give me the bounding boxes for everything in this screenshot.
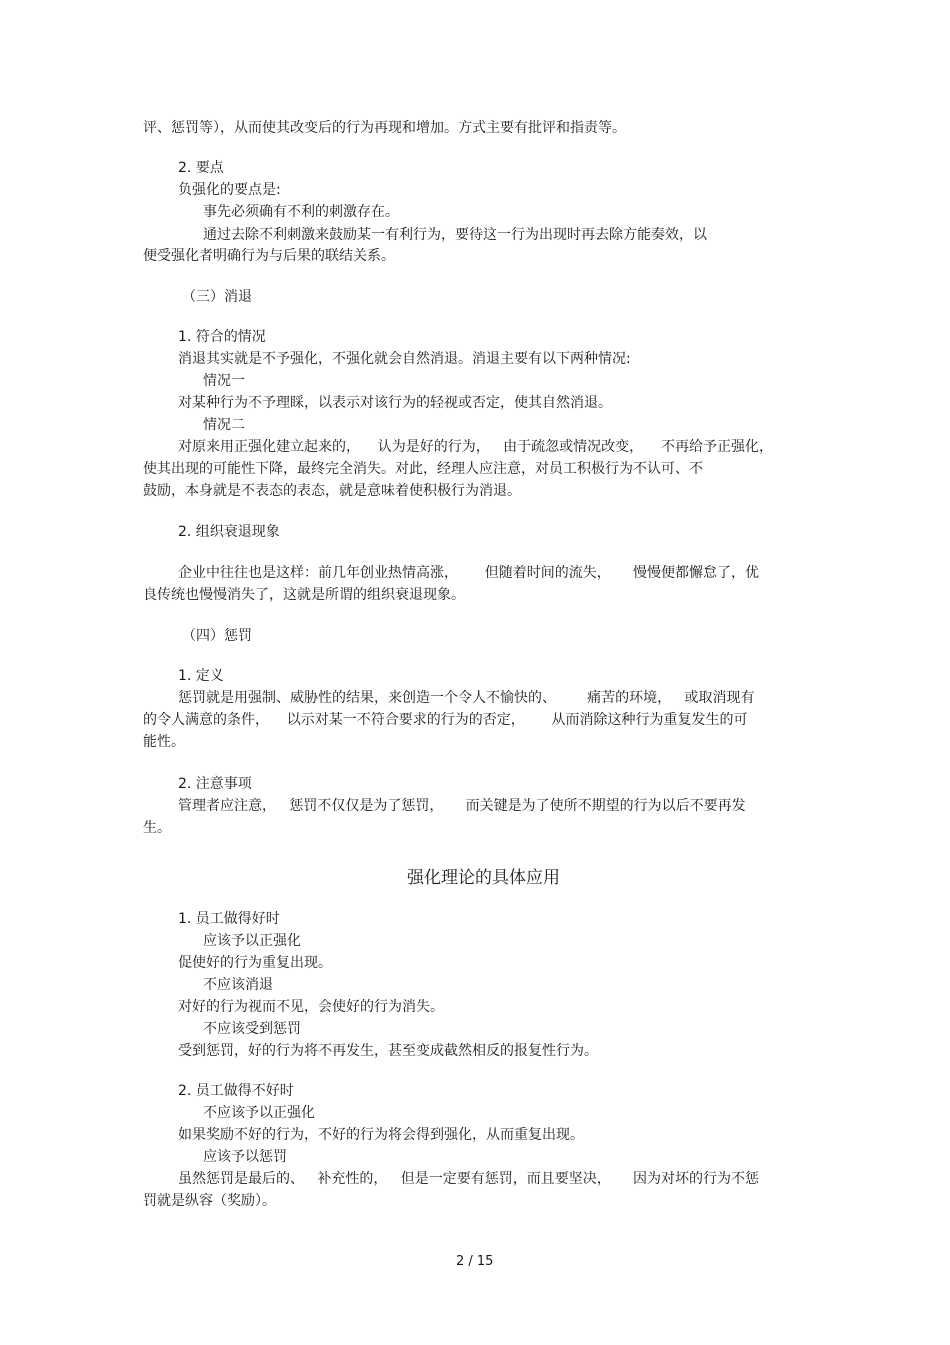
paragraph-line: 如果奖励不好的行为，不好的行为将会得到强化，从而重复出现。: [178, 1127, 584, 1143]
paragraph-line: 通过去除不利刺激来鼓励某一有利行为，要待这一行为出现时再去除方能奏效，以: [203, 227, 707, 243]
list-item: 事先必须确有不利的刺激存在。: [203, 204, 399, 220]
paragraph-line: 负强化的要点是:: [178, 182, 281, 198]
section-heading: （四）惩罚: [182, 628, 252, 644]
list-item: 不应该消退: [203, 977, 273, 993]
paragraph-line: 管理者应注意， 惩罚不仅仅是为了惩罚， 而关键是为了使所不期望的行为以后不要再发: [178, 798, 746, 814]
paragraph-line: 受到惩罚，好的行为将不再发生，甚至变成截然相反的报复性行为。: [178, 1043, 598, 1059]
subheading: 1. 员工做得好时: [178, 911, 280, 927]
subheading: 2. 要点: [178, 160, 224, 176]
list-item: 情况二: [203, 417, 245, 433]
paragraph-line: 消退其实就是不予强化，不强化就会自然消退。消退主要有以下两种情况:: [178, 351, 631, 367]
paragraph-line: 罚就是纵容（奖励）。: [143, 1193, 276, 1209]
paragraph-line: 能性。: [143, 734, 185, 750]
page-section-title: 强化理论的具体应用: [407, 868, 560, 888]
list-item: 应该予以惩罚: [203, 1149, 287, 1165]
subheading: 1. 定义: [178, 668, 224, 684]
paragraph-line: 便受强化者明确行为与后果的联结关系。: [143, 248, 395, 264]
paragraph-line: 企业中往往也是这样：前几年创业热情高涨， 但随着时间的流失， 慢慢便都懈怠了，优: [178, 565, 759, 581]
page-number: 2 / 15: [456, 1254, 494, 1269]
paragraph-line: 对某种行为不予理睬，以表示对该行为的轻视或否定，使其自然消退。: [178, 395, 612, 411]
list-item: 应该予以正强化: [203, 933, 301, 949]
paragraph-line: 鼓励，本身就是不表态的表态，就是意味着使积极行为消退。: [143, 483, 521, 499]
list-item: 情况一: [203, 373, 245, 389]
section-heading: （三）消退: [182, 289, 252, 305]
paragraph-line: 使其出现的可能性下降，最终完全消失。对此，经理人应注意，对员工积极行为不认可、不: [143, 461, 703, 477]
subheading: 1. 符合的情况: [178, 329, 266, 345]
list-item: 不应该予以正强化: [203, 1105, 315, 1121]
list-item: 不应该受到惩罚: [203, 1021, 301, 1037]
paragraph-line: 虽然惩罚是最后的、 补充性的， 但是一定要有惩罚，而且要坚决， 因为对坏的行为不惩: [178, 1171, 759, 1187]
subheading: 2. 组织衰退现象: [178, 524, 280, 540]
paragraph-line: 对好的行为视而不见，会使好的行为消失。: [178, 999, 444, 1015]
paragraph-line: 惩罚就是用强制、威胁性的结果，来创造一个令人不愉快的、 痛苦的环境， 或取消现有: [178, 690, 755, 706]
paragraph-line: 生。: [143, 820, 171, 836]
subheading: 2. 员工做得不好时: [178, 1083, 294, 1099]
paragraph-line: 的令人满意的条件， 以示对某一不符合要求的行为的否定， 从而消除这种行为重复发生的可: [143, 712, 748, 728]
subheading: 2. 注意事项: [178, 776, 252, 792]
paragraph-line: 对原来用正强化建立起来的， 认为是好的行为， 由于疏忽或情况改变， 不再给予正强化，: [178, 439, 773, 455]
paragraph-line: 良传统也慢慢消失了，这就是所谓的组织衰退现象。: [143, 587, 465, 603]
paragraph-line: 评、惩罚等），从而使其改变后的行为再现和增加。方式主要有批评和指责等。: [143, 120, 626, 136]
paragraph-line: 促使好的行为重复出现。: [178, 955, 332, 971]
